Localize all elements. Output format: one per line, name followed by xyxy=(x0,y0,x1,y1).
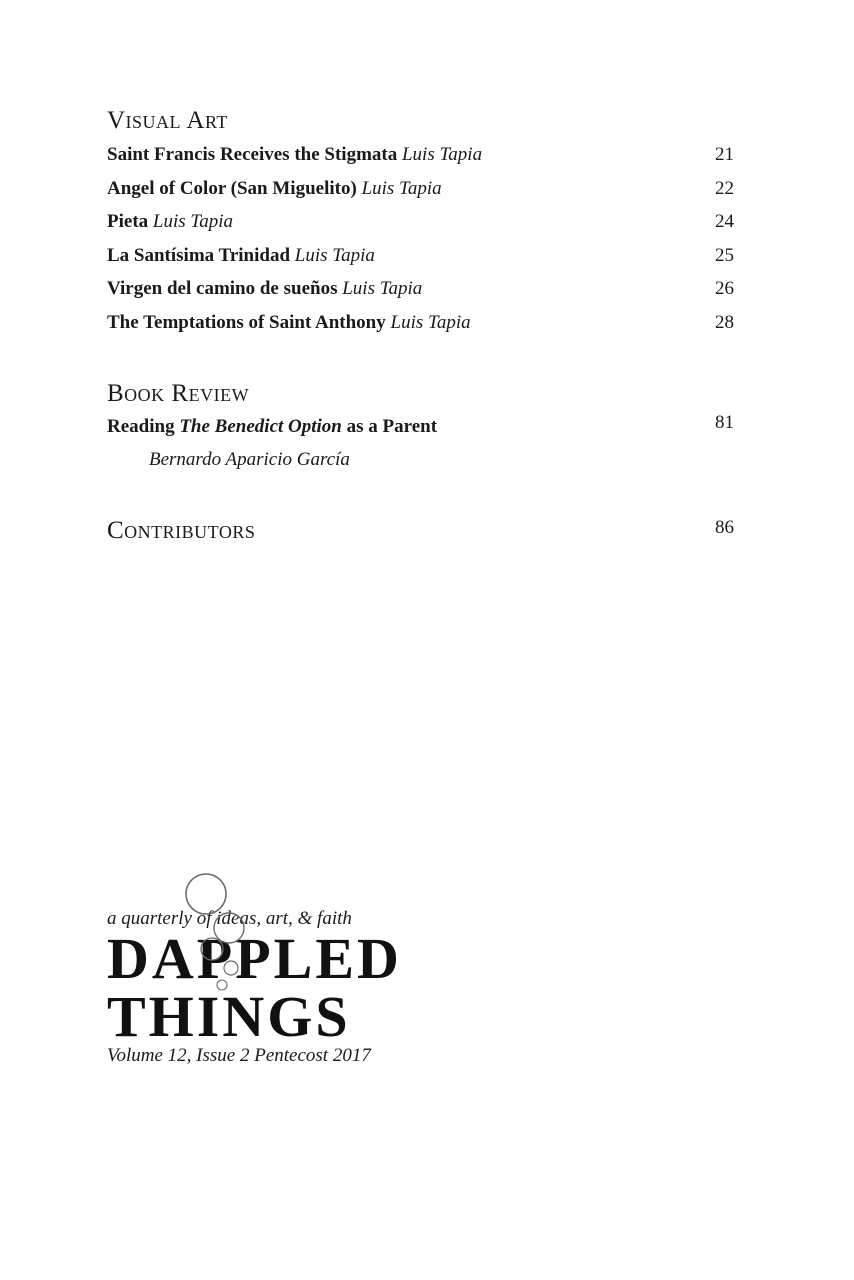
dappled-things-logo xyxy=(107,872,467,1072)
toc-entry-page: 28 xyxy=(715,311,734,333)
bubble-icon xyxy=(214,913,244,943)
section-heading-book-review: Book Review xyxy=(107,380,250,407)
toc-entry-title xyxy=(107,416,437,437)
toc-entry-page: 26 xyxy=(715,278,734,300)
toc-entry-title: Pieta xyxy=(107,211,149,233)
logo-title-line-1: DAPPLED xyxy=(107,926,402,991)
issue-info: Volume 12, Issue 2 Pentecost 2017 xyxy=(107,1045,371,1066)
toc-entry-author: Luis Tapia xyxy=(390,311,471,333)
logo-tagline: a quarterly of ideas, art, & faith xyxy=(107,908,352,929)
review-title-prefix: Reading xyxy=(107,416,180,437)
toc-entry xyxy=(107,144,734,178)
toc-entry-page: 24 xyxy=(715,211,734,233)
toc-entry xyxy=(107,211,734,245)
review-title-suffix: as a Parent xyxy=(341,416,438,437)
toc-entry-author: Bernardo Aparicio García xyxy=(149,449,350,470)
toc-entry xyxy=(107,178,734,212)
bubble-icon xyxy=(217,980,227,990)
toc-entry-author: Luis Tapia xyxy=(294,244,375,266)
contributors-page: 86 xyxy=(715,517,734,538)
bubble-icon xyxy=(186,874,226,914)
review-title-book: The Benedict Option xyxy=(179,416,342,437)
toc-entry xyxy=(107,412,734,471)
bubbles-icon xyxy=(177,872,267,997)
toc-entry-title: Saint Francis Receives the Stigmata xyxy=(107,144,398,165)
toc-entry xyxy=(107,245,734,279)
toc-entry-page: 25 xyxy=(715,244,734,266)
section-heading-visual-art: Visual Art xyxy=(107,107,228,134)
toc-entry xyxy=(107,278,734,312)
toc-entry-title: Virgen del camino de sueños xyxy=(107,278,338,300)
bubble-icon xyxy=(201,938,223,960)
toc-entry-author: Luis Tapia xyxy=(401,144,483,165)
toc-entry-page: 81 xyxy=(715,412,734,433)
toc-entry-page: 21 xyxy=(715,144,734,165)
visual-art-list xyxy=(107,144,734,346)
toc-entry-author: Luis Tapia xyxy=(342,278,423,300)
toc-entry-author: Luis Tapia xyxy=(361,177,442,199)
toc-entry-title: La Santísima Trinidad xyxy=(107,244,291,266)
book-review-list xyxy=(107,412,734,471)
bubble-icon xyxy=(224,961,238,975)
toc-entry-author: Luis Tapia xyxy=(152,211,233,233)
toc-entry-title: Angel of Color (San Miguelito) xyxy=(107,177,357,199)
toc-entry xyxy=(107,312,734,346)
section-heading-contributors: Contributors xyxy=(107,517,256,544)
logo-title-line-2: THINGS xyxy=(107,984,351,1049)
toc-entry-title: The Temptations of Saint Anthony xyxy=(107,311,386,333)
toc-entry-page: 22 xyxy=(715,177,734,199)
